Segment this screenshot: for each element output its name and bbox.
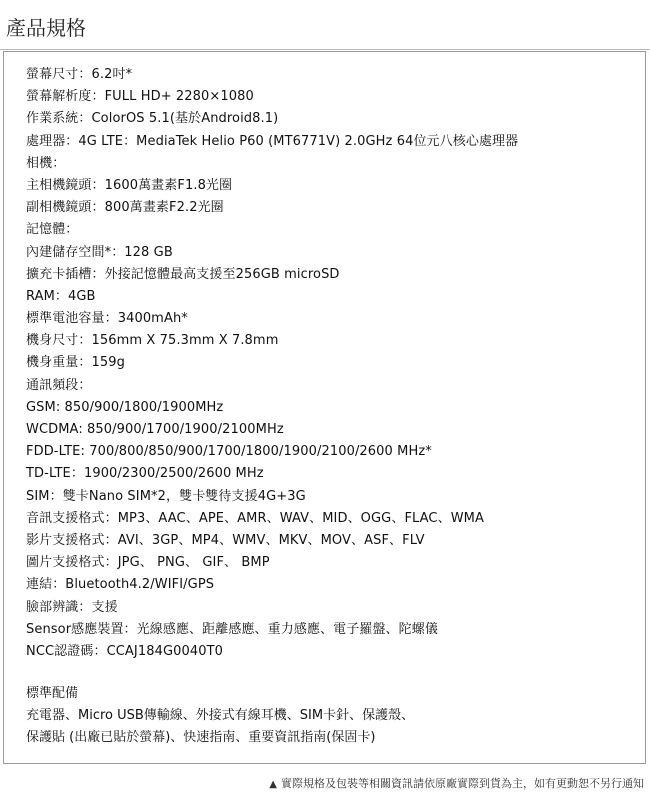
accessories-line: 充電器、Micro USB傳輸線、外接式有線耳機、SIM卡針、保護殼、 xyxy=(26,708,415,723)
spec-item: 機身尺寸：156mm X 75.3mm X 7.8mm xyxy=(26,333,279,349)
spec-item: WCDMA: 850/900/1700/1900/2100MHz xyxy=(26,422,284,437)
accessories-line: 保護貼 (出廠已貼於螢幕)、快速指南、重要資訊指南(保固卡) xyxy=(26,730,376,745)
spec-item: RAM：4GB xyxy=(26,288,96,304)
spec-item: 標準電池容量：3400mAh* xyxy=(26,311,188,327)
spec-item: 影片支援格式：AVI、3GP、MP4、WMV、MKV、MOV、ASF、FLV xyxy=(26,532,425,548)
warning-triangle-icon: ▲ xyxy=(269,779,277,790)
spec-item: 擴充卡插槽：外接記憶體最高支援至256GB microSD xyxy=(26,266,340,282)
spec-item: TD-LTE：1900/2300/2500/2600 MHz xyxy=(26,466,264,482)
title-divider xyxy=(0,49,650,50)
spec-item: 通訊頻段： xyxy=(26,377,92,393)
spec-list xyxy=(26,64,636,663)
spec-item: Sensor感應裝置：光線感應、距離感應、重力感應、電子羅盤、陀螺儀 xyxy=(26,621,438,637)
spec-item: 連結：Bluetooth4.2/WIFI/GPS xyxy=(26,577,215,593)
spec-item: SIM：雙卡Nano SIM*2，雙卡雙待支援4G+3G xyxy=(26,488,306,504)
spec-item: FDD-LTE: 700/800/850/900/1700/1800/1900/2100/2600 MHz* xyxy=(26,444,432,460)
spec-item: 作業系統：ColorOS 5.1(基於Android8.1) xyxy=(26,111,279,127)
page-title: 產品規格 xyxy=(6,16,86,40)
spec-item: 處理器：4G LTE：MediaTek Helio P60 (MT6771V) 2.0GHz 64位元八核心處理器 xyxy=(26,133,519,149)
footnote-text: 實際規格及包裝等相關資訊請依原廠實際到貨為主，如有更動恕不另行通知 xyxy=(281,777,644,790)
spec-item: NCC認證碼：CCAJ184G0040T0 xyxy=(26,643,224,659)
spec-item: 螢幕解析度：FULL HD+ 2280×1080 xyxy=(26,89,254,105)
spec-item: 記憶體： xyxy=(26,222,79,238)
accessories-title: 標準配備 xyxy=(26,686,79,701)
spec-item: 音訊支援格式：MP3、AAC、APE、AMR、WAV、MID、OGG、FLAC、WMA xyxy=(26,510,484,526)
spec-item: 臉部辨識：支援 xyxy=(26,599,118,615)
spec-item: GSM: 850/900/1800/1900MHz xyxy=(26,399,224,415)
spec-item: 內建儲存空間*：128 GB xyxy=(26,244,173,260)
spec-item: 機身重量：159g xyxy=(26,355,125,371)
spec-item: 副相機鏡頭：800萬畫素F2.2光圈 xyxy=(26,200,224,216)
spec-item: 相機： xyxy=(26,155,66,171)
spec-item: 螢幕尺寸：6.2吋* xyxy=(26,67,133,82)
footnote xyxy=(269,776,644,793)
spec-item: 圖片支援格式：JPG、 PNG、 GIF、 BMP xyxy=(26,555,270,571)
accessories-section xyxy=(26,683,636,749)
spec-item: 主相機鏡頭：1600萬畫素F1.8光圈 xyxy=(26,177,233,193)
